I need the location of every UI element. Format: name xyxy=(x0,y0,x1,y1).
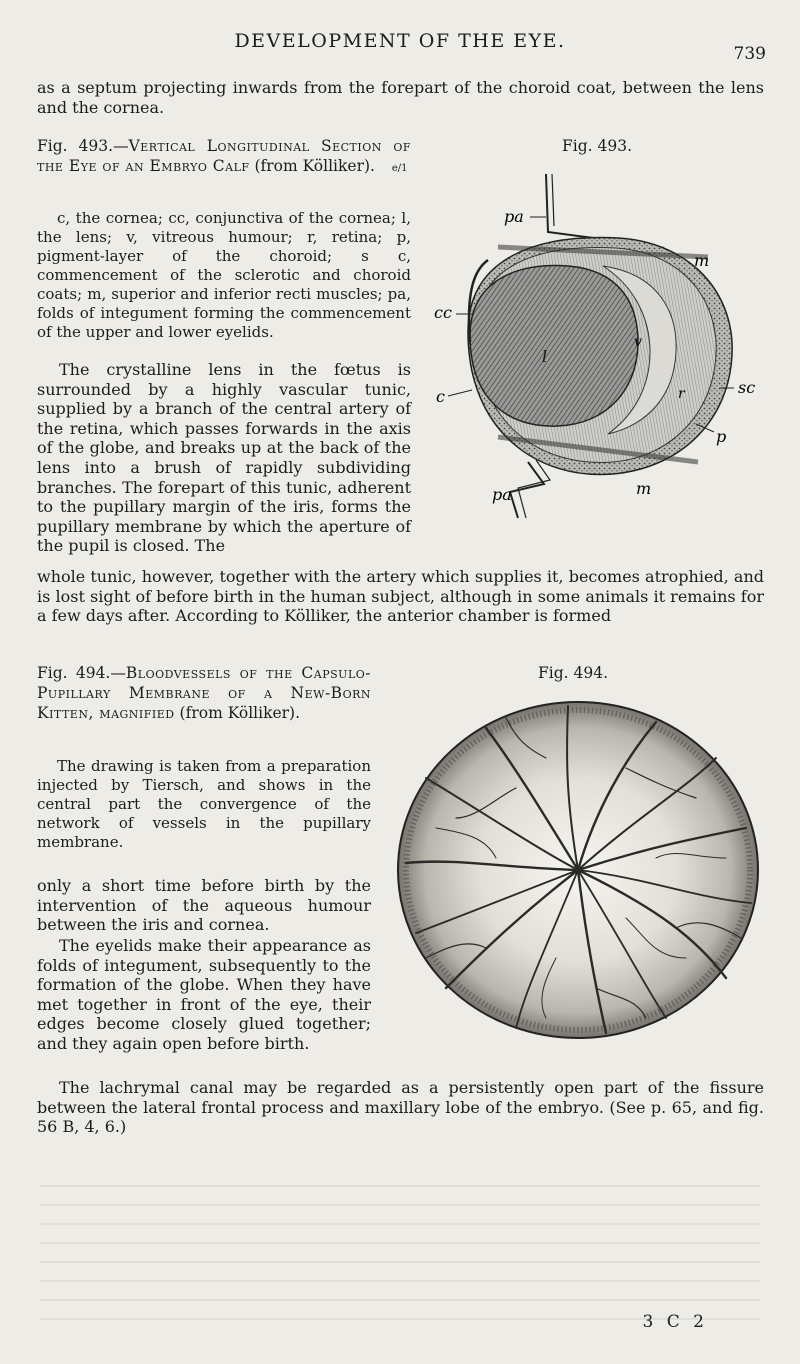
signature-mark: 3 C 2 xyxy=(642,1312,708,1332)
bleed-through-texture xyxy=(40,1180,760,1320)
fig494-legend: The drawing is taken from a preparation injected by Tiersch, and shows in the central part the convergence of the network of vessels in the pupillary membrane. xyxy=(37,757,371,851)
fig494-caption-title: Bloodvessels of the Capsulo-Pupillary Membrane of a New-Born Kitten, magnified xyxy=(37,664,372,722)
paragraph-lens-tunic-continued: whole tunic, however, together with the artery which supplies it, becomes atrophied, and is lost sight of before birth in the human subject, although in some animals it remains for a few days after. According to Kölliker, the anterior chamber is formed xyxy=(37,567,764,626)
fig493-letter-pa-lower: pa xyxy=(492,485,512,504)
fig493-letter-v: v xyxy=(634,334,642,350)
page-number: 739 xyxy=(733,44,766,64)
fig493-illustration xyxy=(428,162,778,532)
fig493-letter-cc: cc xyxy=(434,303,452,322)
fig493-letter-pa-upper: pa xyxy=(504,207,524,226)
fig493-mark: e/1 xyxy=(391,163,408,174)
fig493-letter-r: r xyxy=(678,386,685,402)
paragraph-anterior-chamber: only a short time before birth by the intervention of the aqueous humour between the iris and cornea. xyxy=(37,876,371,935)
leader-c xyxy=(448,390,472,396)
fig493-letter-c: c xyxy=(436,387,445,406)
paragraph-septum: as a septum projecting inwards from the forepart of the choroid coat, between the lens and the cornea. xyxy=(37,78,764,117)
paragraph-lens-tunic: The crystalline lens in the fœtus is surrounded by a highly vascular tunic, supplied by a branch of the central artery of the retina, which passes forwards in the axis of the globe, and breaks up at the back of the lens into a brush of rapidly subdividing branches. The forepart of this tunic, adherent to the pupillary margin of the iris, forms the pupillary membrane by which the aperture of the pupil is closed. The xyxy=(37,360,411,556)
lower-eyelid-fold xyxy=(510,462,544,518)
fig493-legend: c, the cornea; cc, conjunctiva of the cornea; l, the lens; v, vitreous humour; r, retina; p, pigment-layer of the choroid; s c, commencement of the sclerotic and choroid coats; m, superior and inferior recti muscles; pa, folds of integument forming the commencement of the upper and lower eyelids. xyxy=(37,209,411,341)
fig493-caption-title: Vertical Longitudinal Section of the Eye of an Embryo Calf xyxy=(37,137,411,175)
fig493-letter-sc: sc xyxy=(738,378,756,397)
fig493-letter-m-upper: m xyxy=(694,251,710,270)
paragraph-eyelids: The eyelids make their appearance as folds of integument, subsequently to the formation of the globe. When they have met together in front of the eye, their edges become closely glued together; and they again open before birth. xyxy=(37,936,371,1053)
fig493-caption xyxy=(37,136,411,179)
paragraph-lachrymal-canal: The lachrymal canal may be regarded as a persistently open part of the fissure between the lateral frontal process and maxillary lobe of the embryo. (See p. 65, and fig. 56 B, 4, 6.) xyxy=(37,1078,764,1137)
fig493-letter-p: p xyxy=(716,427,727,446)
running-head: DEVELOPMENT OF THE EYE. xyxy=(234,30,566,52)
fig493-caption-number: Fig. 493.— xyxy=(37,137,129,155)
fig494-label: Fig. 494. xyxy=(538,664,608,682)
fig493-caption-source: (from Kölliker). xyxy=(254,157,375,175)
fig494-caption-source: (from Kölliker). xyxy=(179,704,301,722)
fig494-illustration xyxy=(396,698,766,1048)
lens xyxy=(470,265,638,426)
fig493-label: Fig. 493. xyxy=(562,137,632,155)
fig494-caption-number: Fig. 494.— xyxy=(37,664,126,682)
fig493-letter-m-lower: m xyxy=(636,479,652,498)
fig493-letter-l: l xyxy=(542,347,548,366)
fig494-caption xyxy=(37,663,371,723)
upper-eyelid-fold-inner xyxy=(552,174,554,226)
